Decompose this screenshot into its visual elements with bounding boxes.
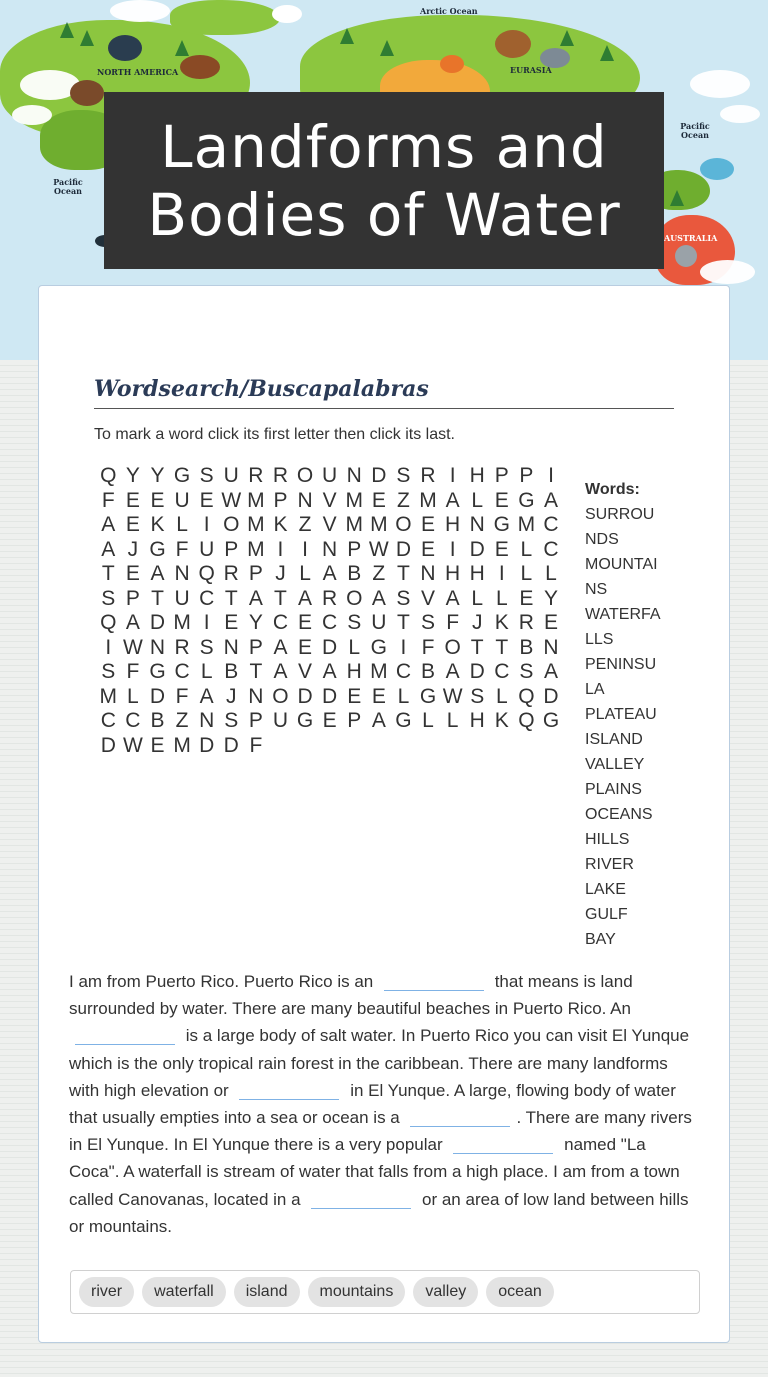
grid-letter[interactable]: F [175, 684, 189, 708]
word-chip-river[interactable]: river [79, 1277, 134, 1307]
tree-icon [175, 40, 189, 56]
grid-letter[interactable]: R [322, 586, 338, 610]
grid-letter[interactable]: E [298, 611, 313, 634]
grid-letter[interactable]: H [469, 562, 485, 585]
grid-letter[interactable]: D [322, 684, 338, 708]
brown-bear-icon [495, 30, 531, 58]
grid-letter[interactable]: L [299, 562, 311, 585]
grid-letter[interactable]: L [495, 586, 508, 610]
grid-letter[interactable]: A [445, 488, 460, 512]
grid-letter[interactable]: M [173, 611, 191, 634]
grid-letter[interactable]: T [397, 562, 410, 585]
grid-letter[interactable]: P [347, 537, 362, 561]
grid-letter[interactable]: E [322, 709, 337, 732]
grid-letter[interactable]: P [248, 562, 263, 585]
grid-letter[interactable]: Z [397, 488, 410, 512]
grid-letter[interactable]: W [122, 733, 143, 757]
grid-letter[interactable]: E [494, 488, 509, 512]
grid-letter[interactable]: P [125, 586, 140, 610]
grid-letter[interactable]: I [449, 464, 456, 487]
word-list-item: MOUNTAINS [585, 556, 658, 598]
grid-letter[interactable]: E [125, 488, 140, 512]
wordsearch-heading: Wordsearch/Buscapalabras [94, 376, 674, 409]
grid-letter[interactable]: H [346, 660, 362, 683]
grid-letter[interactable]: C [395, 660, 411, 683]
story-text: I am from Puerto Rico. Puerto Rico is an [69, 972, 374, 991]
word-list-item: LAKE [585, 881, 626, 898]
moose-icon [180, 55, 220, 79]
grid-letter[interactable]: G [395, 709, 412, 732]
grid-letter[interactable]: A [298, 586, 313, 610]
word-list-item: RIVER [585, 856, 634, 873]
cloud-icon [690, 70, 750, 98]
grid-letter[interactable]: Q [100, 464, 117, 487]
grid-letter[interactable]: L [397, 684, 410, 708]
grid-letter[interactable]: D [395, 537, 411, 561]
word-bank [70, 1270, 700, 1314]
grid-letter[interactable]: A [273, 635, 288, 659]
eurasia-label: EURASIA [510, 65, 552, 75]
grid-letter[interactable]: A [101, 537, 116, 561]
grid-letter[interactable]: M [173, 733, 191, 757]
tree-icon [380, 40, 394, 56]
australia-label: AUSTRALIA [664, 233, 718, 243]
grid-letter[interactable]: E [543, 611, 558, 634]
grid-letter[interactable]: O [395, 513, 412, 536]
cloud-icon [700, 260, 755, 284]
grid-letter[interactable]: M [247, 513, 265, 536]
grid-letter[interactable]: S [347, 611, 362, 634]
grid-letter[interactable]: T [495, 635, 509, 659]
grid-letter[interactable]: S [199, 464, 214, 487]
grid-letter[interactable]: D [469, 537, 485, 561]
pacific-ocean-left-label: Pacific Ocean [53, 177, 83, 196]
grid-letter[interactable]: C [543, 537, 559, 561]
tree-icon [60, 22, 74, 38]
worksheet-card [38, 285, 730, 1343]
story-text: that means is land surrounded by water. There are many beautiful beaches in Puerto Rico. An [69, 972, 633, 1019]
grid-letter[interactable]: H [445, 513, 461, 536]
tree-icon [670, 190, 684, 206]
grid-letter[interactable]: I [203, 611, 210, 634]
grid-letter[interactable]: G [419, 684, 437, 708]
grid-letter[interactable]: G [370, 635, 387, 659]
grid-letter[interactable]: U [322, 464, 338, 487]
grid-letter[interactable]: T [224, 586, 238, 610]
grid-letter[interactable]: O [272, 684, 289, 708]
pacific-ocean-right-label: Pacific Ocean [680, 121, 710, 140]
word-list-item: BAY [585, 931, 616, 948]
grid-letter[interactable]: N [420, 562, 436, 585]
grid-letter[interactable]: B [150, 709, 165, 732]
grid-letter[interactable]: M [345, 488, 363, 512]
polar-bear-icon [272, 5, 302, 23]
title-box [104, 92, 664, 269]
grid-letter[interactable]: D [543, 684, 559, 708]
grid-letter[interactable]: P [494, 464, 509, 487]
tree-icon [80, 30, 94, 46]
grid-letter[interactable]: D [149, 684, 166, 708]
bear-icon [108, 35, 142, 61]
grid-letter[interactable]: O [296, 464, 314, 487]
word-chip-mountains[interactable]: mountains [308, 1277, 406, 1307]
grid-letter[interactable]: D [149, 611, 166, 634]
grid-letter[interactable]: H [469, 464, 485, 487]
grid-letter[interactable]: T [101, 562, 115, 585]
answer-blank[interactable] [384, 973, 484, 991]
grid-letter[interactable]: K [150, 513, 165, 536]
grid-letter[interactable]: A [199, 684, 214, 708]
word-list-item: WATERFALLS [585, 606, 661, 648]
grid-letter[interactable]: J [275, 562, 286, 585]
grid-letter[interactable]: L [127, 684, 139, 708]
grid-letter[interactable]: F [101, 488, 115, 512]
grid-letter[interactable]: F [175, 537, 189, 561]
grid-letter[interactable]: T [397, 611, 410, 634]
grid-letter[interactable]: M [99, 684, 118, 708]
grid-letter[interactable]: G [149, 660, 166, 683]
grid-letter[interactable]: F [421, 635, 435, 659]
grid-letter[interactable]: S [470, 684, 485, 708]
grid-letter[interactable]: D [469, 660, 485, 683]
grid-letter[interactable]: U [272, 709, 289, 732]
story-text: in El Yunque. A large, flowing body of water that usually empties into a sea or ocean is a [69, 1080, 676, 1128]
grid-letter[interactable]: Q [518, 684, 535, 708]
word-list-item: ISLAND [585, 731, 643, 748]
grid-letter[interactable]: G [518, 488, 535, 512]
grid-letter[interactable]: W [122, 635, 143, 659]
grid-letter[interactable]: A [543, 488, 558, 512]
grid-letter[interactable]: E [371, 488, 386, 512]
grid-letter[interactable]: N [248, 684, 264, 708]
grid-letter[interactable]: V [322, 488, 337, 512]
grid-letter[interactable]: G [493, 513, 510, 536]
grid-letter[interactable]: M [517, 513, 536, 536]
story-text: is a large body of salt water. In Puerto Rico you can visit El Yunque which is the only tropical rain forest in the caribbean. There are many landforms with high elevation or [69, 1026, 690, 1100]
grid-letter[interactable]: I [277, 537, 284, 561]
grid-letter[interactable]: K [494, 709, 509, 732]
grid-letter[interactable]: L [200, 660, 213, 683]
grid-letter[interactable]: Y [125, 464, 140, 487]
grid-letter[interactable]: C [174, 660, 190, 683]
grid-letter[interactable]: S [101, 586, 116, 610]
grid-letter[interactable]: Y [248, 611, 263, 634]
grid-letter[interactable]: A [248, 586, 263, 610]
grid-letter[interactable]: S [101, 660, 116, 683]
grid-letter[interactable]: T [249, 660, 263, 683]
grid-letter[interactable]: M [247, 537, 265, 561]
grid-letter[interactable]: R [223, 562, 239, 585]
grid-letter[interactable]: J [226, 684, 237, 708]
grid-letter[interactable]: E [150, 733, 165, 757]
answer-blank[interactable] [239, 1082, 339, 1100]
grid-letter[interactable]: M [247, 488, 265, 512]
grid-letter[interactable]: J [471, 611, 483, 634]
word-list-item: GULF [585, 906, 628, 923]
grid-letter[interactable]: D [199, 733, 215, 757]
grid-letter[interactable]: D [223, 733, 239, 757]
grid-letter[interactable]: C [100, 709, 116, 732]
grid-letter[interactable]: P [519, 464, 534, 487]
grid-letter[interactable]: B [519, 635, 534, 659]
grid-letter[interactable]: N [346, 464, 362, 487]
grid-letter[interactable]: Q [100, 611, 117, 634]
grid-letter[interactable]: M [419, 488, 437, 512]
grid-letter[interactable]: L [422, 709, 434, 732]
grid-letter[interactable]: C [543, 513, 559, 536]
word-list-item: OCEANS [585, 806, 653, 823]
grid-letter[interactable]: O [346, 586, 363, 610]
grid-letter[interactable]: B [224, 660, 239, 683]
story-text: or an area of low land between hills or mountains. [69, 1189, 689, 1236]
grid-letter[interactable]: P [248, 635, 263, 659]
grid-letter[interactable]: E [347, 684, 362, 708]
grid-letter[interactable]: R [248, 464, 264, 487]
grid-letter[interactable]: Y [543, 586, 558, 610]
cloud-icon [720, 105, 760, 123]
grid-letter[interactable]: A [150, 562, 165, 585]
grid-letter[interactable]: A [543, 660, 558, 683]
grid-letter[interactable]: K [273, 513, 288, 536]
grid-letter[interactable]: E [125, 513, 140, 536]
grid-letter[interactable]: E [519, 586, 534, 610]
grid-letter[interactable]: A [322, 562, 337, 585]
grid-letter[interactable]: A [273, 660, 288, 683]
grid-letter[interactable]: A [101, 513, 116, 536]
koala-icon [675, 245, 697, 267]
grid-letter[interactable]: E [224, 611, 239, 634]
grid-letter[interactable]: W [221, 488, 242, 512]
grid-letter[interactable]: R [420, 464, 436, 487]
grid-letter[interactable]: Z [298, 513, 312, 536]
grid-letter[interactable]: C [199, 586, 215, 610]
grid-letter[interactable]: V [322, 513, 337, 536]
grid-letter[interactable]: E [298, 635, 313, 659]
word-list-item: VALLEY [585, 756, 645, 773]
word-list-item: PENINSULA [585, 656, 657, 698]
grid-letter[interactable]: S [199, 635, 214, 659]
grid-letter[interactable]: N [149, 635, 166, 659]
tree-icon [560, 30, 574, 46]
grid-letter[interactable]: H [469, 709, 485, 732]
grid-letter[interactable]: L [520, 562, 533, 585]
answer-blank[interactable] [410, 1109, 510, 1127]
fox-icon [440, 55, 464, 73]
grid-letter[interactable]: F [126, 660, 140, 683]
grid-letter[interactable]: L [545, 562, 557, 585]
grid-letter[interactable]: Q [198, 562, 215, 585]
grid-letter[interactable]: E [494, 537, 509, 561]
grid-letter[interactable]: A [125, 611, 140, 634]
greenland-land [170, 0, 280, 35]
grid-letter[interactable]: I [105, 635, 112, 659]
answer-blank[interactable] [453, 1136, 553, 1154]
grid-letter[interactable]: T [151, 586, 164, 610]
grid-letter[interactable]: N [469, 513, 485, 536]
grid-letter[interactable]: G [296, 709, 314, 732]
grid-letter[interactable]: A [445, 660, 460, 683]
grid-letter[interactable]: S [396, 586, 411, 610]
grid-letter[interactable]: P [347, 709, 362, 732]
answer-blank[interactable] [311, 1191, 411, 1209]
wordsearch-instructions: To mark a word click its first letter then click its last. [94, 426, 455, 443]
grid-letter[interactable]: U [174, 586, 190, 610]
north-america-label: NORTH AMERICA [97, 67, 179, 77]
grid-letter[interactable]: L [471, 488, 484, 512]
octopus-icon [700, 158, 734, 180]
grid-letter[interactable]: A [371, 709, 386, 732]
grid-letter[interactable]: I [449, 537, 456, 561]
grid-letter[interactable]: E [371, 684, 386, 708]
grid-letter[interactable]: W [442, 684, 463, 708]
grid-letter[interactable]: D [371, 464, 387, 487]
grid-letter[interactable]: G [542, 709, 560, 732]
grid-letter[interactable]: S [396, 464, 411, 487]
grid-letter[interactable]: F [446, 611, 460, 634]
grid-letter[interactable]: D [322, 635, 338, 659]
grid-letter[interactable]: I [203, 513, 210, 536]
grid-letter[interactable]: R [518, 611, 534, 634]
word-list-heading: Words: [585, 481, 640, 498]
grid-letter[interactable]: J [127, 537, 139, 561]
grid-letter[interactable]: S [421, 611, 436, 634]
grid-letter[interactable]: L [348, 635, 361, 659]
grid-letter[interactable]: M [345, 513, 363, 536]
grid-letter[interactable]: G [173, 464, 191, 487]
grid-letter[interactable]: P [248, 709, 263, 732]
grid-letter[interactable]: R [174, 635, 190, 659]
grid-letter[interactable]: Q [518, 709, 535, 732]
grid-letter[interactable]: C [322, 611, 338, 634]
grid-letter[interactable]: H [445, 562, 461, 585]
grid-letter[interactable]: I [400, 635, 407, 659]
page-title: Landforms and Bodies of Water [147, 112, 621, 249]
grid-letter[interactable]: A [371, 586, 386, 610]
grid-letter[interactable]: M [370, 513, 388, 536]
grid-letter[interactable]: P [224, 537, 239, 561]
grid-letter[interactable]: U [174, 488, 190, 512]
grid-letter[interactable]: R [272, 464, 289, 487]
grid-letter[interactable]: N [297, 488, 313, 512]
word-chip-ocean[interactable]: ocean [486, 1277, 554, 1307]
grid-letter[interactable]: V [298, 660, 313, 683]
grid-letter[interactable]: L [520, 537, 533, 561]
word-chip-waterfall[interactable]: waterfall [142, 1277, 226, 1307]
grid-letter[interactable]: O [444, 635, 461, 659]
grid-letter[interactable]: U [223, 464, 239, 487]
grid-letter[interactable]: C [125, 709, 141, 732]
grid-letter[interactable]: D [297, 684, 313, 708]
grid-letter[interactable]: K [494, 611, 509, 634]
grid-letter[interactable]: P [273, 488, 288, 512]
tree-icon [600, 45, 614, 61]
word-chip-island[interactable]: island [234, 1277, 300, 1307]
grid-letter[interactable]: B [347, 562, 362, 585]
grid-letter[interactable]: N [543, 635, 559, 659]
story-text: . There are many rivers in El Yunque. In El Yunque there is a very popular [69, 1108, 692, 1155]
answer-blank[interactable] [75, 1027, 175, 1045]
grid-letter[interactable]: S [224, 709, 239, 732]
cloud-icon [12, 105, 52, 125]
wordsearch-grid [96, 464, 563, 758]
grid-letter[interactable]: N [223, 635, 239, 659]
grid-letter[interactable]: L [495, 684, 508, 708]
grid-letter[interactable]: E [421, 537, 436, 561]
grid-letter[interactable]: N [322, 537, 338, 561]
fill-in-story [69, 968, 699, 1240]
grid-letter[interactable]: C [494, 660, 510, 683]
grid-letter[interactable]: A [445, 586, 460, 610]
grid-letter[interactable]: I [302, 537, 308, 561]
word-list-item: SURROUNDS [585, 506, 655, 548]
grid-letter[interactable]: M [370, 660, 388, 683]
grid-letter[interactable]: I [548, 464, 554, 487]
grid-letter[interactable]: U [199, 537, 215, 561]
tree-icon [340, 28, 354, 44]
grid-letter[interactable]: C [272, 611, 289, 634]
grid-letter[interactable]: G [149, 537, 166, 561]
grid-letter[interactable]: L [176, 513, 188, 536]
grid-letter[interactable]: B [421, 660, 436, 683]
grid-letter[interactable]: Y [150, 464, 165, 487]
grid-letter[interactable]: Z [175, 709, 189, 732]
grid-letter[interactable]: N [174, 562, 190, 585]
story-text: named "La Coca". A waterfall is stream of water that falls from a high place. I am from a town called Canovanas, located in a [69, 1135, 680, 1209]
grid-letter[interactable]: T [274, 586, 287, 610]
word-list-item: PLAINS [585, 781, 642, 798]
grid-letter[interactable]: F [249, 733, 263, 757]
bison-icon [70, 80, 104, 106]
grid-letter[interactable]: E [421, 513, 436, 536]
grid-letter[interactable]: L [471, 586, 484, 610]
grid-letter[interactable]: D [100, 733, 116, 757]
grid-letter[interactable]: V [421, 586, 436, 610]
grid-letter[interactable]: E [125, 562, 140, 585]
word-list-item: PLATEAU [585, 706, 657, 723]
grid-letter[interactable]: I [498, 562, 505, 585]
grid-letter[interactable]: U [371, 611, 387, 634]
word-list-item: HILLS [585, 831, 630, 848]
grid-letter[interactable]: T [470, 635, 484, 659]
word-list [585, 481, 665, 952]
grid-letter[interactable]: L [446, 709, 459, 732]
arctic-ocean-label: Arctic Ocean [420, 6, 478, 16]
grid-letter[interactable]: O [223, 513, 240, 536]
grid-letter[interactable]: E [199, 488, 214, 512]
cloud-icon [110, 0, 170, 22]
grid-letter[interactable]: N [199, 709, 215, 732]
word-chip-valley[interactable]: valley [413, 1277, 478, 1307]
grid-letter[interactable]: Z [372, 562, 386, 585]
grid-letter[interactable]: W [368, 537, 389, 561]
grid-letter[interactable]: A [322, 660, 337, 683]
grid-letter[interactable]: S [519, 660, 534, 683]
grid-letter[interactable]: E [150, 488, 165, 512]
